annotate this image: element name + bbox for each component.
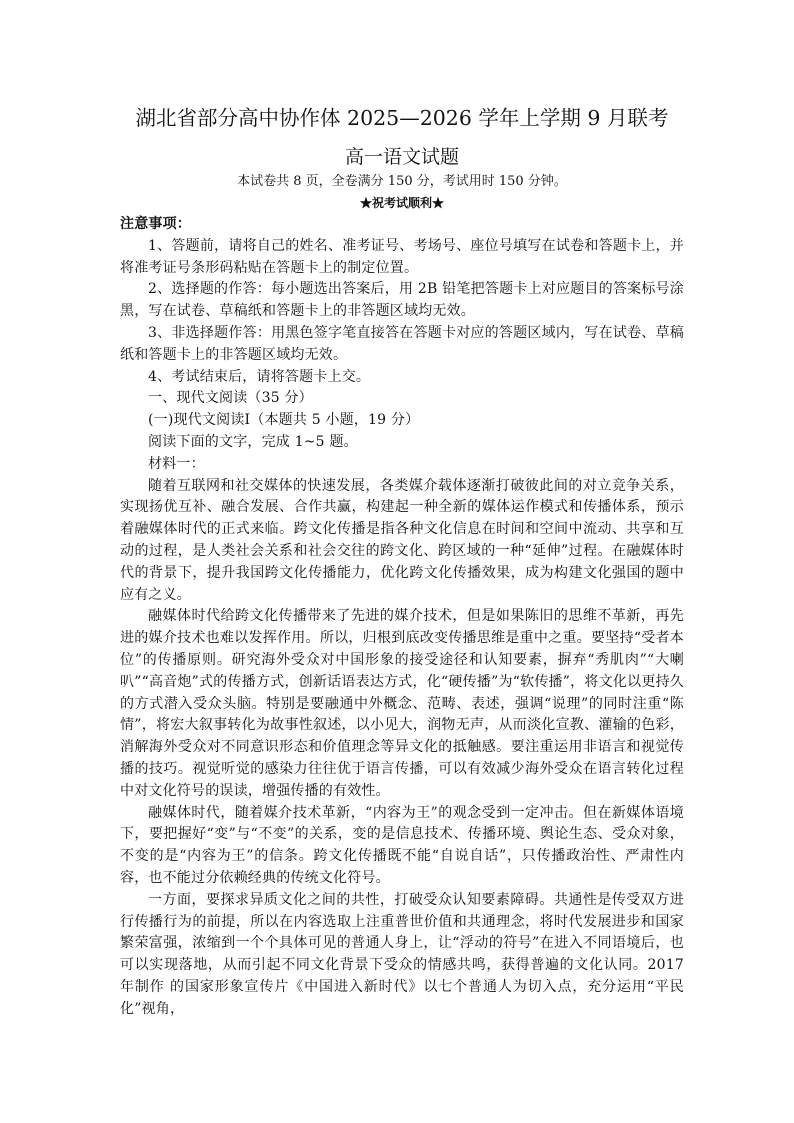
good-luck-note: ★祝考试顺利★ <box>359 196 444 210</box>
notice-item: 4、考试结束后，请将答题卡上交。 <box>148 368 371 385</box>
notice-label: 注意事项： <box>120 216 191 232</box>
notice-item: 3、非选择题作答：用黑色签字笔直接答在答题卡对应的答题区域内，写在试卷、草稿纸和答题卡上的非答题区域均无效。 <box>120 324 684 363</box>
subsection-heading: (一)现代文阅读Ⅰ（本题共 5 小题，19 分） <box>148 412 420 429</box>
material-label: 材料一： <box>148 455 205 472</box>
page-title: 湖北省部分高中协作体 2025—2026 学年上学期 9 月联考 <box>135 106 669 130</box>
section-heading: 一、现代文阅读（35 分） <box>148 390 313 407</box>
paragraph: 融媒体时代，随着媒介技术革新，“内容为王”的观念受到一定冲击。但在新媒体语境下，要把握好“变”与“不变”的关系，变的是信息技术、传播环境、舆论生态、受众对象，不变的是“内容为王”的信条。跨文化传播既不能“自说自话”，只传播政治性、严肃性内容，也不能过分依赖经典的传统文化符号。 <box>120 804 684 886</box>
paragraph: 融媒体时代给跨文化传播带来了先进的媒介技术，但是如果陈旧的思维不革新，再先进的媒介技术也难以发挥作用。所以，归根到底改变传播思维是重中之重。要坚持“受者本位”的传播原则。研究海外受众对中国形象的接受途径和认知要素，摒弃“秀肌肉”“大喇叭”“高音炮”式的传播方式，创新话语表达方式，化“硬传播”为“软传播”，将文化以更持久的方式潜入受众头脑。特别是要融通中外概念、范畴、表述，强调“说理”的同时注重“陈情”，将宏大叙事转化为故事性叙述，以小见大，润物无声，从而淡化宣教、灌输的色彩，消解海外受众对不同意识形态和价值理念等异文化的抵触感。要注重运用非语言和视觉传播的技巧。视觉听觉的感染力往往优于语言传播，可以有效减少海外受众在语言转化过程中对文化符号的误读，增强传播的有效性。 <box>120 608 684 799</box>
document-body <box>120 214 684 1020</box>
paragraph: 一方面，要探求异质文化之间的共性，打破受众认知要素障碍。共通性是传受双方进行传播行为的前提，所以在内容选取上注重普世价值和共通理念，将时代发展进步和国家繁荣富强，浓缩到一个个具体可见的普通人身上，让“浮动的符号”在进入不同语境后，也可以实现落地，从而引起不同文化背景下受众的情感共鸣，获得普遍的文化认同。2017 年制作 的国家形象宣传片《中国进入新时代》以七个普通人为切入点，充分运用“平民化”视角， <box>120 891 684 1017</box>
notice-item: 2、选择题的作答：每小题选出答案后，用 2B 铅笔把答题卡上对应题目的答案标号涂黑，写在试卷、草稿纸和答题卡上的非答题区域均无效。 <box>120 281 684 320</box>
page-subtitle: 高一语文试题 <box>344 146 459 168</box>
paragraph: 随着互联网和社交媒体的快速发展，各类媒介载体逐渐打破彼此间的对立竞争关系，实现扬优互补、融合发展、合作共赢，构建起一种全新的媒体运作模式和传播体系，预示着融媒体时代的正式来临。跨文化传播是指各种文化信息在时间和空间中流动、共享和互动的过程，是人类社会关系和社会交往的跨文化、跨区域的一种“延伸”过程。在融媒体时代的背景下，提升我国跨文化传播能力，优化跨文化传播效果，成为构建文化强国的题中应有之义。 <box>120 477 684 603</box>
reading-instruction: 阅读下面的文字，完成 1~5 题。 <box>148 433 358 450</box>
exam-info: 本试卷共 8 页，全卷满分 150 分，考试用时 150 分钟。 <box>237 174 567 189</box>
notice-item: 1、答题前，请将自己的姓名、准考证号、考场号、座位号填写在试卷和答题卡上，并将准考证号条形码粘贴在答题卡上的制定位置。 <box>120 237 684 276</box>
